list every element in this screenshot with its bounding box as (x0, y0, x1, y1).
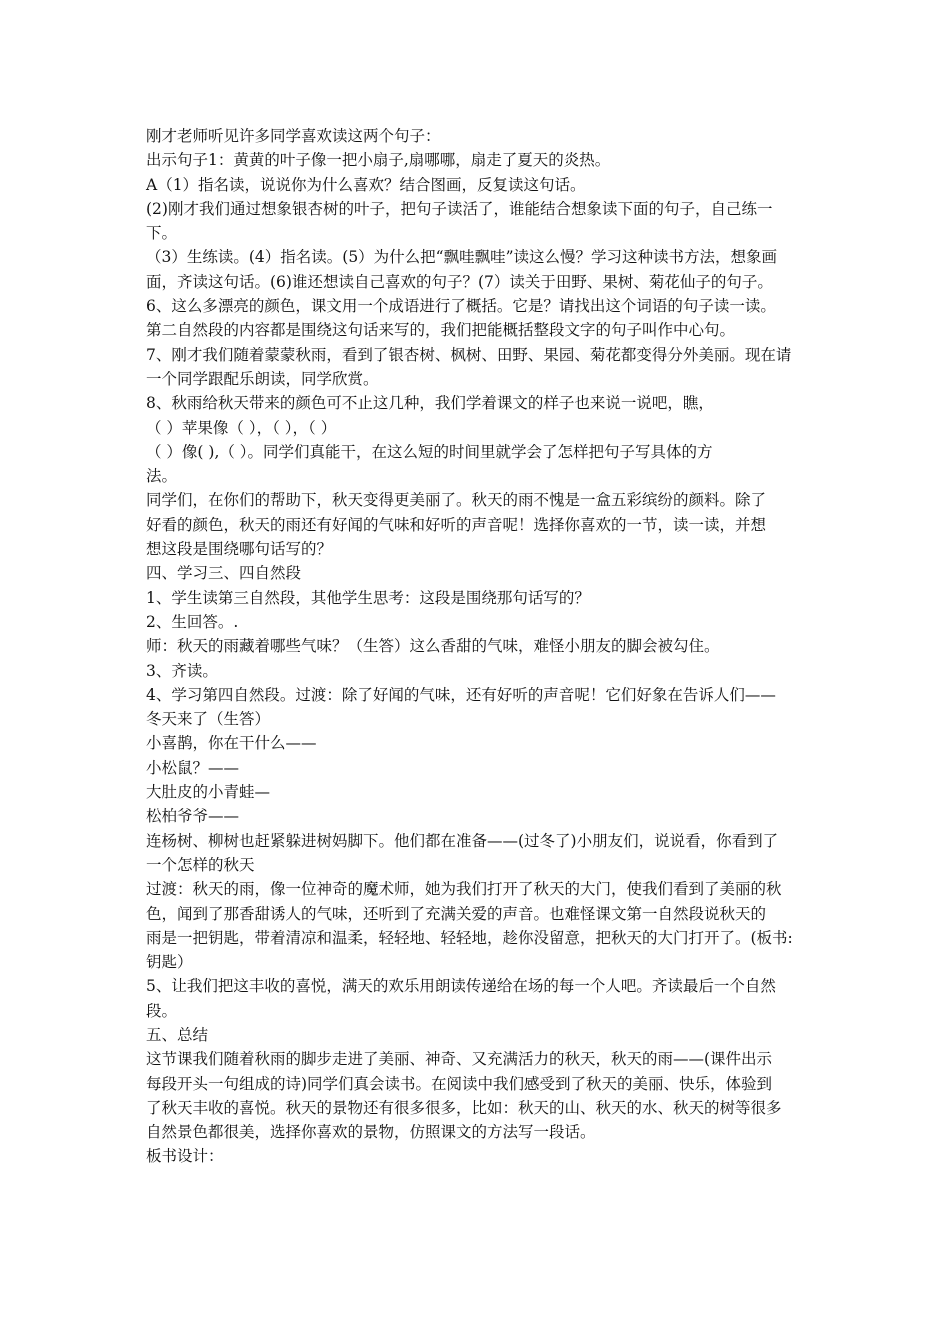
text-line: 冬天来了（生答） (146, 710, 271, 729)
text-line: 3、齐读。 (146, 661, 218, 680)
text-line: 板书设计： (146, 1147, 224, 1166)
text-line: 7、刚才我们随着蒙蒙秋雨，看到了银杏树、枫树、田野、果园、菊花都变得分外美丽。现在请 (146, 345, 792, 364)
text-line: 好看的颜色，秋天的雨还有好闻的气味和好听的声音呢！选择你喜欢的一节，读一读，并想 (146, 515, 767, 534)
text-line: 2、生回答。. (146, 612, 239, 631)
text-line: 下。 (146, 224, 178, 243)
text-line: 小松鼠？—— (146, 758, 240, 777)
text-line: （ ）苹果像（ ），（ ），（ ） (146, 418, 337, 437)
text-line: 自然景色都很美，选择你喜欢的景物，仿照课文的方法写一段话。 (146, 1123, 596, 1142)
text-line: 1、学生读第三自然段，其他学生思考：这段是围绕那句话写的？ (146, 588, 590, 607)
text-line: 一个怎样的秋天 (146, 855, 255, 874)
text-line: 出示句子1：黄黄的叶子像一把小扇子,扇哪哪，扇走了夏天的炎热。 (146, 151, 611, 170)
text-line: 每段开头一句组成的诗)同学们真会读书。在阅读中我们感受到了秋天的美丽、快乐，体验到 (146, 1074, 773, 1093)
text-line: 面，齐读这句话。(6)谁还想读自己喜欢的句子？(7）读关于田野、果树、菊花仙子的句子。 (146, 272, 773, 291)
text-line: 大肚皮的小青蛙— (146, 783, 271, 802)
text-line: 五、总结 (146, 1025, 209, 1044)
text-line: 师：秋天的雨藏着哪些气味？（生答）这么香甜的气味，难怪小朋友的脚会被勾住。 (146, 637, 720, 656)
text-line: 过渡：秋天的雨，像一位神奇的魔术师，她为我们打开了秋天的大门，使我们看到了美丽的秋 (146, 880, 782, 899)
text-line: A（1）指名读，说说你为什么喜欢？结合图画，反复读这句话。 (146, 175, 586, 194)
text-line: （ ）像( ),（ ）。同学们真能干，在这么短的时间里就学会了怎样把句子写具体的方 (146, 442, 713, 461)
text-line: (2)刚才我们通过想象银杏树的叶子，把句子读活了，谁能结合想象读下面的句子，自己练一 (146, 199, 773, 218)
text-line: 这节课我们随着秋雨的脚步走进了美丽、神奇、又充满活力的秋天，秋天的雨——(课件出示 (146, 1050, 773, 1069)
text-line: 想这段是围绕哪句话写的？ (146, 540, 333, 559)
text-line: 8、秋雨给秋天带来的颜色可不止这几种，我们学着课文的样子也来说一说吧，瞧， (146, 394, 714, 413)
document-page (146, 124, 818, 1169)
text-line: 雨是一把钥匙，带着清凉和温柔，轻轻地、轻轻地，趁你没留意，把秋天的大门打开了。(板书: (146, 928, 793, 947)
text-line: 同学们，在你们的帮助下，秋天变得更美丽了。秋天的雨不愧是一盒五彩缤纷的颜料。除了 (146, 491, 767, 510)
text-line: 段。 (146, 1001, 178, 1020)
text-line: （3）生练读。(4）指名读。(5）为什么把“飘哇飘哇”读这么慢？学习这种读书方法，想象画 (146, 248, 778, 267)
text-line: 4、学习第四自然段。过渡：除了好闻的气味，还有好听的声音呢！它们好象在告诉人们—— (146, 685, 776, 704)
text-line: 6、这么多漂亮的颜色，课文用一个成语进行了概括。它是？请找出这个词语的句子读一读。 (146, 297, 776, 316)
text-line: 了秋天丰收的喜悦。秋天的景物还有很多很多，比如：秋天的山、秋天的水、秋天的树等很多 (146, 1098, 782, 1117)
text-line: 小喜鹊，你在干什么—— (146, 734, 317, 753)
text-line: 刚才老师听见许多同学喜欢读这两个句子： (146, 127, 441, 145)
text-line: 一个同学跟配乐朗读，同学欣赏。 (146, 369, 379, 388)
text-line: 松柏爷爷—— (146, 807, 240, 826)
text-line: 四、学习三、四自然段 (146, 564, 302, 583)
text-line: 钥匙） (146, 953, 193, 972)
text-line: 5、让我们把这丰收的喜悦，满天的欢乐用朗读传递给在场的每一个人吧。齐读最后一个自然 (146, 977, 776, 996)
text-line: 第二自然段的内容都是围绕这句话来写的，我们把能概括整段文字的句子叫作中心句。 (146, 321, 736, 340)
text-line: 色，闻到了那香甜诱人的气味，还听到了充满关爱的声音。也难怪课文第一自然段说秋天的 (146, 904, 767, 923)
text-line: 连杨树、柳树也赶紧躲进树妈脚下。他们都在准备——(过冬了)小朋友们，说说看，你看到了 (146, 831, 779, 850)
text-line: 法。 (146, 467, 178, 486)
